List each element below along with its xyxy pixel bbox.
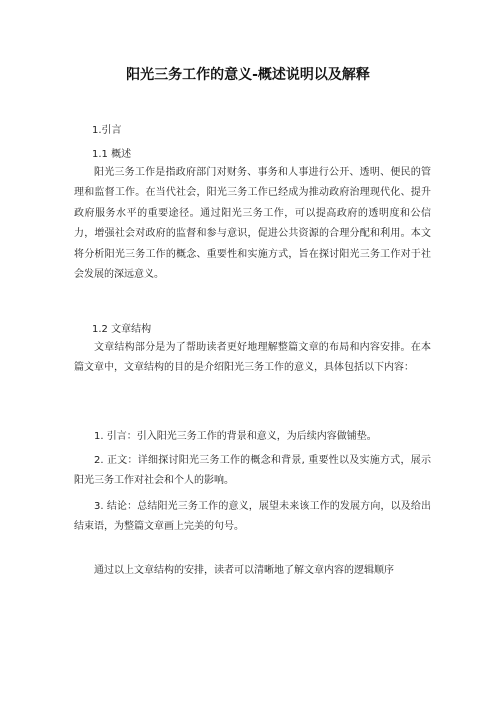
subsection-heading-overview: 1.1 概述 — [92, 149, 132, 160]
structure-paragraph: 文章结构部分是为了帮助读者更好地理解整篇文章的布局和内容安排。在本篇文章中，文章结构的目的是介绍阳光三务工作的意义，具体包括以下内容： — [74, 342, 431, 374]
subsection-heading-structure: 1.2 文章结构 — [92, 324, 152, 335]
list-item-body: 2. 正文：详细探讨阳光三务工作的概念和背景, 重要性以及实施方式，展示阳光三务工作对社会和个人的影响。 — [74, 455, 431, 487]
list-item-intro: 1. 引言：引入阳光三务工作的背景和意义，为后续内容做铺垫。 — [94, 431, 377, 442]
overview-paragraph: 阳光三务工作是指政府部门对财务、事务和人事进行公开、透明、便民的管理和监督工作。在当代社会，阳光三务工作已经成为推动政府治理现代化、提升政府服务水平的重要途径。通过阳光三务工作，可以提高政府的透明度和公信力，增强社会对政府的监督和参与意识，促进公共资源的合理分配和利用。本文将分析阳光三务工作的概念、重要性和实施方式，旨在探讨阳光三务工作对于社会发展的深远意义。 — [74, 167, 431, 281]
section-heading-intro: 1.引言 — [92, 125, 122, 136]
document-title: 阳光三务工作的意义-概述说明以及解释 — [126, 67, 370, 83]
list-item-conclusion: 3. 结论：总结阳光三务工作的意义，展望未来该工作的发展方向，以及给出结束语，为整篇文章画上完美的句号。 — [74, 501, 431, 533]
closing-paragraph: 通过以上文章结构的安排，读者可以清晰地了解文章内容的逻辑顺序 — [94, 565, 394, 576]
